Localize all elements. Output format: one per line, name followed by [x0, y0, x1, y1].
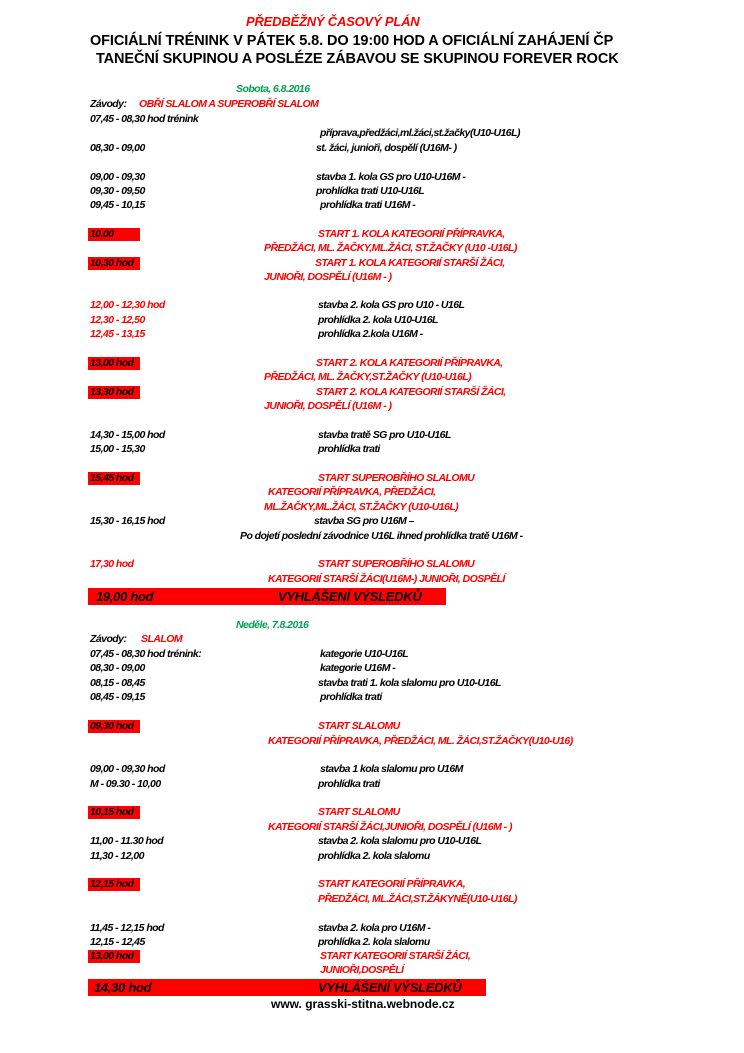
sun-desc-9: KATEGORIÍ STARŠÍ ŽÁCI,JUNIOŘI, DOSPĚLÍ (U16M - ) [268, 821, 512, 833]
sat-time-10: 12,00 - 12,30 hod [90, 299, 165, 311]
sat-time-5: 09,45 - 10,15 [90, 199, 145, 211]
sat-desc-7: PŘEDŽÁCI, ML. ŽAČKY,ML.ŽÁCI, ST.ŽAČKY (U10 -U16L) [264, 242, 517, 254]
sun-desc-13: PŘEDŽÁCI, ML.ŽÁCI,ST.ŽÁKYNĚ(U10-U16L) [318, 893, 517, 905]
sat-desc-11: prohlídka 2. kola U10-U16L [318, 314, 438, 326]
sat-time-22: 15,30 - 16,15 hod [90, 515, 165, 527]
sat-desc-6: START 1. KOLA KATEGORIÍ PŘÍPRAVKA, [318, 228, 505, 240]
sat-time-2: 08,30 - 09,00 [90, 142, 145, 154]
sun-desc-14: stavba 2. kola pro U16M - [318, 922, 431, 934]
sat-time-19: 15,45 hod [90, 472, 134, 484]
sun-time-7: M - 09.30 - 10,00 [90, 778, 161, 790]
sat-desc-24: START SUPEROBŘÍHO SLALOMU [318, 558, 475, 570]
sat-desc-21: ML.ŽAČKY,ML.ŽÁCI, ST.ŽAČKY (U10-U16L) [264, 501, 459, 513]
sun-desc-17: JUNIOŘI,DOSPĚLÍ [320, 964, 404, 976]
sat-desc-3: stavba 1. kola GS pro U10-U16M - [316, 171, 466, 183]
sun-desc-10: stavba 2. kola slalomu pro U10-U16L [318, 835, 482, 847]
sat-desc-18: prohlídka trati [318, 443, 380, 455]
sat-desc-5: prohlídka trati U16M - [320, 199, 416, 211]
sat-desc-16: JUNIOŘI, DOSPĚLÍ (U16M - ) [264, 400, 392, 412]
sun-desc-0: kategorie U10-U16L [320, 648, 409, 660]
sat-desc-8: START 1. KOLA KATEGORIÍ STARŠÍ ŽÁCI, [315, 257, 505, 269]
sat-time-24: 17,30 hod [90, 558, 134, 570]
sun-time-3: 08,45 - 09,15 [90, 691, 145, 703]
sat-results-text: VYHLÁŠENÍ VÝSLEDKŮ [278, 589, 422, 604]
sun-desc-12: START KATEGORIÍ PŘÍPRAVKA, [318, 878, 466, 890]
sat-desc-15: START 2. KOLA KATEGORIÍ STARŠÍ ŽÁCI, [316, 386, 506, 398]
sun-desc-7: prohlídka trati [318, 778, 380, 790]
header-line-1: OFICIÁLNÍ TRÉNINK V PÁTEK 5.8. DO 19:00 HOD A OFICIÁLNÍ ZAHÁJENÍ ČP [90, 33, 614, 49]
sat-time-18: 15,00 - 15,30 [90, 443, 145, 455]
page-title: PŘEDBĚŽNÝ ČASOVÝ PLÁN [246, 14, 420, 29]
sun-results-text: VYHLÁŠENÍ VÝSLEDKŮ [318, 980, 462, 995]
sun-desc-1: kategorie U16M - [320, 662, 396, 674]
sat-desc-19: START SUPEROBŘÍHO SLALOMU [318, 472, 475, 484]
sun-desc-6: stavba 1 kola slalomu pro U16M [320, 763, 463, 775]
sat-desc-2: st. žáci, junioři, dospělí (U16M- ) [316, 142, 457, 154]
sat-time-15: 13,30 hod [90, 386, 134, 398]
sun-results-time: 14,30 hod [94, 980, 152, 995]
sat-desc-10: stavba 2. kola GS pro U10 - U16L [318, 299, 465, 311]
sun-time-11: 11,30 - 12,00 [90, 850, 144, 862]
sunday-race-label: Závody: [90, 633, 127, 645]
sun-time-0: 07,45 - 08,30 hod trénink: [90, 648, 202, 660]
sun-desc-4: START SLALOMU [318, 720, 400, 732]
sunday-race-name: SLALOM [141, 633, 183, 645]
sat-time-3: 09,00 - 09,30 [90, 171, 145, 183]
sun-desc-11: prohlídka 2. kola slalomu [318, 850, 430, 862]
sun-time-1: 08,30 - 09,00 [90, 662, 145, 674]
sun-time-14: 11,45 - 12,15 hod [90, 922, 164, 934]
sat-time-0: 07,45 - 08,30 hod trénink [90, 113, 199, 125]
sat-desc-25: KATEGORIÍ STARŠÍ ŽÁCI(U16M-) JUNIOŘI, DOSPĚLÍ [268, 573, 505, 585]
sat-desc-13: START 2. KOLA KATEGORIÍ PŘÍPRAVKA, [316, 357, 503, 369]
saturday-race-label: Závody: [90, 98, 127, 110]
sun-desc-16: START KATEGORIÍ STARŠÍ ŽÁCI, [320, 950, 471, 962]
sat-desc-1: příprava,předžáci,ml.žáci,st.žačky(U10-U16L) [320, 127, 520, 139]
sat-desc-20: KATEGORIÍ PŘÍPRAVKA, PŘEDŽÁCI, [268, 486, 436, 498]
sat-desc-23: Po dojetí poslední závodnice U16L ihned prohlídka tratě U16M - [240, 530, 523, 542]
sat-results-time: 19,00 hod [96, 589, 154, 604]
header-line-2: TANEČNÍ SKUPINOU A POSLÉZE ZÁBAVOU SE SKUPINOU FOREVER ROCK [96, 51, 619, 67]
sat-time-12: 12,45 - 13,15 [90, 328, 145, 340]
sun-time-10: 11,00 - 11.30 hod [90, 835, 164, 847]
sun-time-4: 09,30 hod [90, 720, 134, 732]
sat-desc-14: PŘEDŽÁCI, ML. ŽAČKY,ST.ŽAČKY (U10-U16L) [264, 371, 472, 383]
sat-desc-4: prohlídka trati U10-U16L [316, 185, 425, 197]
sat-desc-12: prohlídka 2.kola U16M - [318, 328, 423, 340]
sat-time-11: 12,30 - 12,50 [90, 314, 145, 326]
sat-time-4: 09,30 - 09,50 [90, 185, 145, 197]
sun-time-2: 08,15 - 08,45 [90, 677, 145, 689]
sun-desc-8: START SLALOMU [318, 806, 400, 818]
sun-desc-3: prohlídka trati [320, 691, 382, 703]
sat-time-8: 10,30 hod [90, 257, 134, 269]
saturday-date: Sobota, 6.8.2016 [236, 83, 310, 95]
sat-desc-9: JUNIOŘI, DOSPĚLÍ (U16M - ) [264, 271, 392, 283]
sunday-date: Neděle, 7.8.2016 [236, 619, 309, 631]
sat-time-13: 13,00 hod [90, 357, 134, 369]
sun-desc-2: stavba trati 1. kola slalomu pro U10-U16L [318, 677, 501, 689]
sun-time-16: 13,00 hod [90, 950, 134, 962]
sat-time-6: 10,00 [90, 228, 114, 240]
website-link[interactable]: www. grasski-stitna.webnode.cz [271, 997, 455, 1011]
sun-time-12: 12,15 hod [90, 878, 134, 890]
saturday-race-name: OBŘÍ SLALOM A SUPEROBŘÍ SLALOM [139, 98, 319, 110]
sun-desc-5: KATEGORIÍ PŘÍPRAVKA, PŘEDŽÁCI, ML. ŽÁCI,ST.ŽAČKY(U10-U16) [268, 735, 573, 747]
sun-time-6: 09,00 - 09,30 hod [90, 763, 165, 775]
sat-desc-17: stavba tratě SG pro U10-U16L [318, 429, 451, 441]
sun-desc-15: prohlídka 2. kola slalomu [318, 936, 430, 948]
sat-time-17: 14,30 - 15,00 hod [90, 429, 165, 441]
sun-time-8: 10,15 hod [90, 806, 134, 818]
sat-desc-22: stavba SG pro U16M – [314, 515, 414, 527]
sun-time-15: 12,15 - 12,45 [90, 936, 145, 948]
